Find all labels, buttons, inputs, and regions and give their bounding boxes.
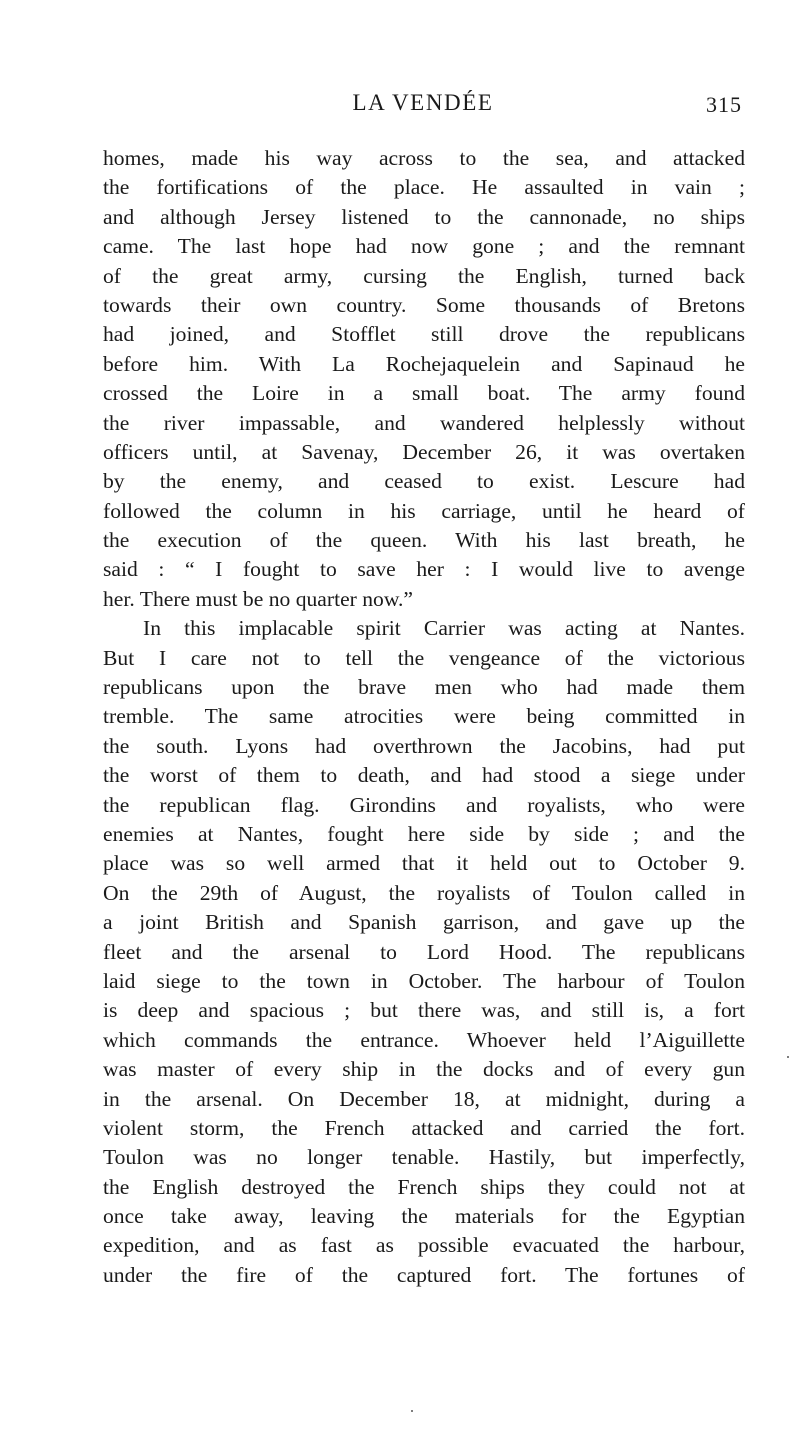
body-text xyxy=(103,144,745,1290)
text-line: fleet and the arsenal to Lord Hood. The republicans xyxy=(103,939,745,964)
text-line: had joined, and Stofflet still drove the republicans xyxy=(103,322,745,347)
text-line: tremble. The same atrocities were being committed in xyxy=(103,704,745,729)
text-line: was master of every ship in the docks and of every gun xyxy=(103,1057,745,1082)
text-line: which commands the entrance. Whoever held l’Aiguillette xyxy=(103,1027,745,1052)
text-line: republicans upon the brave men who had made them xyxy=(103,675,745,700)
text-line: by the enemy, and ceased to exist. Lescure had xyxy=(103,469,745,494)
page-number: 315 xyxy=(706,92,742,117)
text-line: In this implacable spirit Carrier was acting at Nantes. xyxy=(143,616,745,641)
text-line: expedition, and as fast as possible evacuated the harbour, xyxy=(103,1233,745,1258)
text-line: place was so well armed that it held out to October 9. xyxy=(103,851,745,876)
text-line: is deep and spacious ; but there was, and still is, a fort xyxy=(103,998,745,1023)
text-line: laid siege to the town in October. The harbour of Toulon xyxy=(103,968,745,993)
running-head xyxy=(0,90,800,124)
text-line: the fortifications of the place. He assaulted in vain ; xyxy=(103,175,745,200)
text-line: crossed the Loire in a small boat. The army found xyxy=(103,381,745,406)
text-line: the river impassable, and wandered helplessly without xyxy=(103,410,745,435)
text-line: the English destroyed the French ships they could not at xyxy=(103,1174,745,1199)
text-line: homes, made his way across to the sea, and attacked xyxy=(103,146,745,170)
text-line: But I care not to tell the vengeance of the victorious xyxy=(103,645,745,670)
text-line: her. There must be no quarter now.” xyxy=(103,586,414,611)
scan-speck xyxy=(787,1056,789,1058)
text-line: under the fire of the captured fort. The fortunes of xyxy=(103,1262,745,1287)
scan-speck xyxy=(411,1410,413,1412)
running-title: LA VENDÉE xyxy=(352,90,494,115)
text-line: enemies at Nantes, fought here side by side ; and the xyxy=(103,821,745,846)
text-line: came. The last hope had now gone ; and the remnant xyxy=(103,234,745,259)
text-line: said : “ I fought to save her : I would live to avenge xyxy=(103,557,745,582)
text-line: violent storm, the French attacked and carried the fort. xyxy=(103,1115,745,1140)
text-line: the south. Lyons had overthrown the Jacobins, had put xyxy=(103,733,745,758)
text-line: towards their own country. Some thousands of Bretons xyxy=(103,292,745,317)
text-line: the execution of the queen. With his last breath, he xyxy=(103,528,745,553)
text-line: and although Jersey listened to the cannonade, no ships xyxy=(103,204,745,229)
text-line: in the arsenal. On December 18, at midnight, during a xyxy=(103,1086,745,1111)
text-line: a joint British and Spanish garrison, and gave up the xyxy=(103,910,745,935)
text-line: once take away, leaving the materials for the Egyptian xyxy=(103,1204,745,1229)
paragraph-1 xyxy=(103,144,745,614)
text-line: officers until, at Savenay, December 26, it was overtaken xyxy=(103,439,745,464)
text-line: On the 29th of August, the royalists of Toulon called in xyxy=(103,880,745,905)
paragraph-2 xyxy=(103,614,745,1290)
text-line: the republican flag. Girondins and royalists, who were xyxy=(103,792,745,817)
text-line: Toulon was no longer tenable. Hastily, but imperfectly, xyxy=(103,1145,745,1170)
text-line: the worst of them to death, and had stood a siege under xyxy=(103,763,745,788)
text-line: followed the column in his carriage, until he heard of xyxy=(103,498,745,523)
text-line: of the great army, cursing the English, turned back xyxy=(103,263,745,288)
text-line: before him. With La Rochejaquelein and Sapinaud he xyxy=(103,351,745,376)
